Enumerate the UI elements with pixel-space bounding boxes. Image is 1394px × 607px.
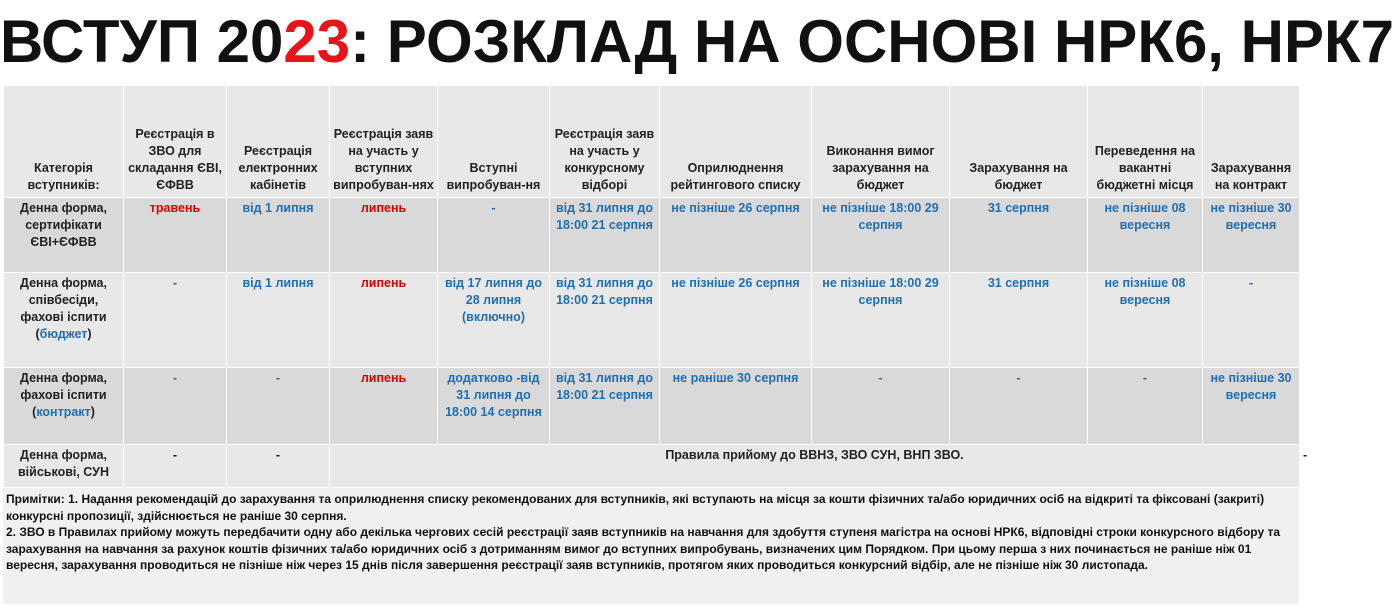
table-cell: - (1088, 368, 1203, 445)
table-row (4, 273, 1300, 368)
table-cell: не пізніше 26 серпня (660, 273, 812, 368)
table-cell: липень (330, 368, 438, 445)
table-cell: від 31 липня до 18:00 21 серпня (550, 368, 660, 445)
schedule-table (3, 85, 1308, 488)
row-category (4, 368, 124, 445)
table-cell: - (124, 368, 227, 445)
note-2: 2. ЗВО в Правилах прийому можуть передбачити одну або декілька чергових сесій реєстрації заяв вступників на навчання для здобуття ступеня магістра на основі НРК6, відповідні строки конкурсного відбору та зарахування на навчання за рахунок коштів фізичних та/або юридичних осіб з дотриманням вимог до вступних випробувань, визначених цим Порядком. При цьому перша з них починається не раніше ніж 01 вересня, зарахування проводиться не пізніше ніж через 15 днів після завершення реєстрації заяв вступників, протягом яких проводиться конкурсний відбір, але не пізніше ніж 30 листопада. (6, 525, 1281, 572)
table-cell: - (950, 368, 1088, 445)
header-cabinet-registration: Реєстрація електронних кабінетів (227, 86, 330, 198)
table-cell: не пізніше 08 вересня (1088, 273, 1203, 368)
table-row (4, 198, 1300, 273)
table-cell: 31 серпня (950, 273, 1088, 368)
header-competition-application: Реєстрація заяв на участь у конкурсному відборі (550, 86, 660, 198)
table-cell: від 1 липня (227, 198, 330, 273)
table-cell: - (227, 445, 330, 488)
table-cell: не раніше 30 серпня (660, 368, 812, 445)
table-cell: липень (330, 198, 438, 273)
category-text-end: ) (87, 327, 92, 341)
header-exam-application: Реєстрація заяв на участь у вступних випробуван-нях (330, 86, 438, 198)
table-cell: - (124, 273, 227, 368)
header-ranking-publication: Оприлюднення рейтингового списку (660, 86, 812, 198)
table-cell: від 31 липня до 18:00 21 серпня (550, 273, 660, 368)
table-cell: від 31 липня до 18:00 21 серпня (550, 198, 660, 273)
table-cell: від 17 липня до 28 липня (включно) (438, 273, 550, 368)
category-text: Денна форма, фахові іспити ( (20, 371, 107, 419)
notes-block (3, 488, 1299, 604)
header-vacant-transfer: Переведення на вакантні бюджетні місця (1088, 86, 1203, 198)
header-budget-requirements: Виконання вимог зарахування на бюджет (812, 86, 950, 198)
table-cell: додатково -від 31 липня до 18:00 14 серпня (438, 368, 550, 445)
row-category: Денна форма, сертифікати ЄВІ+ЄФВВ (4, 198, 124, 273)
category-text-end: ) (90, 405, 95, 419)
table-cell: 31 серпня (950, 198, 1088, 273)
merged-rules-cell: Правила прийому до ВВНЗ, ЗВО СУН, ВНП ЗВО. (330, 445, 1300, 488)
category-budget-highlight: бюджет (39, 327, 88, 341)
table-cell: не пізніше 30 вересня (1203, 368, 1300, 445)
table-cell: - (124, 445, 227, 488)
table-cell: не пізніше 30 вересня (1203, 198, 1300, 273)
table-cell: - (438, 198, 550, 273)
title-part1: ВСТУП 20 (0, 8, 284, 75)
note-1: Примітки: 1. Надання рекомендацій до зарахування та оприлюднення списку рекомендованих для вступників, які вступають на місця за кошти фізичних та/або юридичних осіб на відкриті та фіксовані (закриті) конкурсні пропозиції, здійснюється не раніше 30 серпня. (6, 492, 1265, 523)
header-entrance-exams: Вступні випробуван-ня (438, 86, 550, 198)
header-contract-enrollment: Зарахування на контракт (1203, 86, 1300, 198)
table-row: Денна форма, військові, СУН - - Правила прийому до ВВНЗ, ЗВО СУН, ВНП ЗВО. - (4, 445, 1300, 488)
header-zvo-registration: Реєстрація в ЗВО для складання ЄВІ, ЄФВВ (124, 86, 227, 198)
table-cell: травень (124, 198, 227, 273)
category-contract-highlight: контракт (36, 405, 91, 419)
header-row (4, 86, 1300, 198)
table-cell: - (227, 368, 330, 445)
table-cell: не пізніше 08 вересня (1088, 198, 1203, 273)
table-cell: - (812, 368, 950, 445)
table-cell: не пізніше 26 серпня (660, 198, 812, 273)
table-cell: не пізніше 18:00 29 серпня (812, 273, 950, 368)
table-cell: липень (330, 273, 438, 368)
category-text: Денна форма, співбесіди, фахові іспити ( (20, 276, 107, 341)
title-year-highlight: 23 (283, 8, 351, 75)
table-row (4, 368, 1300, 445)
row-category: Денна форма, військові, СУН (4, 445, 124, 488)
header-budget-enrollment: Зарахування на бюджет (950, 86, 1088, 198)
title-part3: : РОЗКЛАД НА ОСНОВІ НРК6, НРК7 (350, 8, 1394, 75)
page-title (0, 2, 1394, 82)
table-cell: від 1 липня (227, 273, 330, 368)
table-cell: - (1203, 273, 1300, 368)
header-category: Категорія вступників: (4, 86, 124, 198)
row-category (4, 273, 124, 368)
table-cell: не пізніше 18:00 29 серпня (812, 198, 950, 273)
